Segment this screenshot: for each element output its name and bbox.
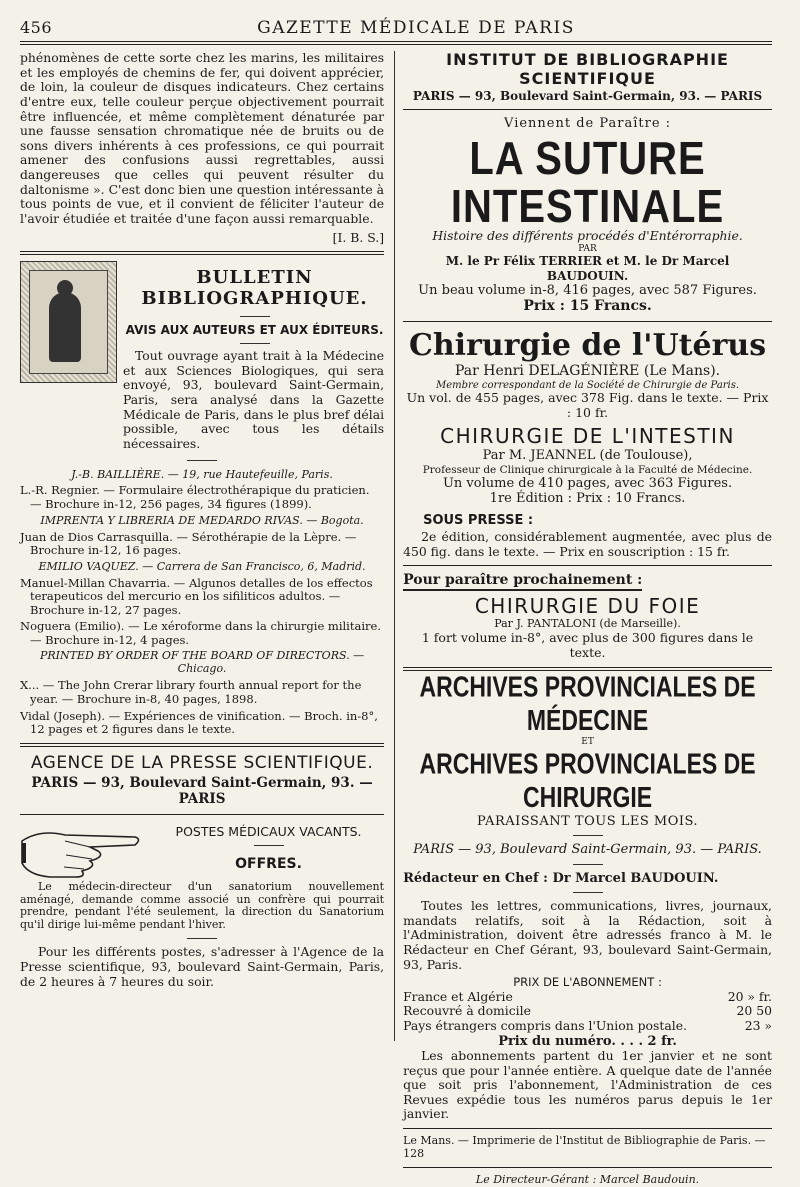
abonnements-text: Les abonnements partent du 1er janvier et ne sont reçus que pour l'année entière. A quelque date de l'année que soit pris l'abonnement, l'Administration de ces Revues expédie tous les numéros parus depuis le 1er janvier. — [403, 1047, 772, 1122]
bib-entry: Vidal (Joseph). — Expériences de vinification. — Broch. in-8°, 12 pages et 2 figures dans le texte. — [20, 708, 378, 737]
price-label: Recouvré à domicile — [403, 1003, 531, 1019]
section-rule — [403, 321, 772, 322]
page-header — [20, 18, 772, 38]
price-value: 20 50 — [736, 1003, 772, 1019]
section-rule — [403, 1128, 772, 1129]
section-rule — [20, 814, 384, 815]
publisher-chicago: PRINTED BY ORDER OF THE BOARD OF DIRECTORS. — Chicago. — [39, 649, 365, 676]
price-label: France et Algérie — [403, 988, 513, 1004]
et-label: ET — [581, 737, 594, 748]
gerant-line: Le Directeur-Gérant : Marcel Baudouin. — [475, 1172, 700, 1186]
book-uterus-desc: Un vol. de 455 pages, avec 378 Fig. dans le texte. — Prix : 10 fr. — [406, 390, 769, 421]
book-uterus-member: Membre correspondant de la Société de Chirurgie de Paris. — [436, 379, 740, 391]
book-intestin-desc: Un volume de 410 pages, avec 363 Figures. — [442, 476, 733, 492]
postes-title: POSTES MÉDICAUX VACANTS. — [175, 823, 362, 839]
publisher-vaquez: EMILIO VAQUEZ. — Carrera de San Francisco, 6, Madrid. — [38, 559, 366, 573]
viennent-label: Viennent de Paraître : — [504, 115, 672, 131]
bib-entry: Juan de Dios Carrasquilla. — Sérothérapie de la Lèpre. — Brochure in-12, 16 pages. — [20, 529, 357, 558]
pointing-hand-icon — [20, 821, 145, 881]
book-suture-title: LA SUTURE INTESTINALE — [450, 133, 725, 233]
section-rule — [403, 565, 772, 566]
agence-title: AGENCE DE LA PRESSE SCIENTIFIQUE. — [30, 752, 374, 773]
lettres-text: Toutes les lettres, communications, livres, journaux, mandats relatifs, soit à la Rédaction, soit à l'Administration, doivent être adressés franco à M. le Rédacteur en Chef Gérant, 93, boulevard Saint-Germain, 93, Paris. — [403, 898, 772, 972]
intro-paragraph: phénomènes de cette sorte chez les marins, les militaires et les employés de chemins de fer, qui doivent apprécier, de loin, la couleur de disques indicateurs. Chez certains d'entre eux, telle couleur perçue objectivement pourrait être influencée, et même complètement dénaturée par une fausse sensation chromatique née de bruits ou de sons divers inhérents à ces professions, ce qui pourrait amener des confusions aussi regrettables, aussi dangereuses que celles qui peuvent résulter du daltonisme ». C'est donc bien une question intéressante à tous points de vue, et il convient de féliciter l'auteur de l'avoir étudiée et traitée d'une façon aussi remarquable. — [20, 50, 385, 226]
paraissant-label: PARAISSANT TOUS LES MOIS. — [477, 814, 699, 830]
institut-address: PARIS — 93, Boulevard Saint-Germain, 93. — PARIS — [412, 88, 763, 103]
page-number: 456 — [20, 18, 53, 37]
publisher-rivas: IMPRENTA Y LIBRERIA DE MEDARDO RIVAS. — Bogota. — [40, 513, 364, 527]
book-suture-price: Prix : 15 Francs. — [523, 298, 652, 315]
bib-entry: Noguera (Emilio). — Le xéroforme dans la chirurgie militaire. — Brochure in-12, 4 pages. — [20, 619, 381, 647]
book-suture-subtitle: Histoire des différents procédés d'Entérorraphie. — [432, 228, 743, 244]
bib-entry: X... — The John Crerar library fourth annual report for the year. — Brochure in-8, 40 pages, 1898. — [20, 678, 362, 706]
bib-entry: Manuel-Millan Chavarria. — Algunos detalles de los effectos terapeuticos del mercurio en los sifiliticos adultos. — Brochure in-12, 27 pages. — [20, 575, 373, 617]
book-suture-desc: Un beau volume in-8, 416 pages, avec 587 Figures. — [418, 282, 757, 298]
book-foie-desc: 1 fort volume in-8°, avec plus de 300 figures dans le texte. — [421, 630, 754, 661]
price-value: 23 » — [744, 1017, 772, 1033]
book-intestin-author: Par M. JEANNEL (de Toulouse), — [482, 448, 693, 464]
book-uterus-title: Chirurgie de l'Utérus — [408, 327, 767, 363]
sous-presse-label: SOUS PRESSE : — [423, 512, 534, 528]
book-suture-authors: M. le Pr Félix TERRIER et M. le Dr Marcel BAUDOUIN. — [445, 254, 730, 283]
offres-title: OFFRES. — [235, 856, 302, 873]
book-intestin-title: CHIRURGIE DE L'INTESTIN — [440, 423, 735, 448]
left-column — [20, 51, 384, 1041]
book-intestin-price: 1re Édition : Prix : 10 Francs. — [489, 491, 686, 507]
pour-paraitre-label: Pour paraître prochainement : — [403, 572, 642, 591]
price-label: Pays étrangers compris dans l'Union postale. — [403, 1017, 687, 1033]
archives-address: PARIS — 93, Boulevard Saint-Germain, 93. — PARIS. — [413, 842, 762, 858]
imprimerie-line: Le Mans. — Imprimerie de l'Institut de Bibliographie de Paris. — 128 — [403, 1134, 766, 1161]
journal-title: GAZETTE MÉDICALE DE PARIS — [257, 18, 575, 38]
book-foie-title: CHIRURGIE DU FOIE — [474, 593, 701, 618]
section-rule — [403, 1167, 772, 1168]
section-rule — [20, 251, 384, 255]
publisher-bailliere: J.-B. BAILLIÈRE. — 19, rue Hautefeuille, Paris. — [71, 467, 333, 481]
price-row — [403, 990, 772, 1005]
right-column — [394, 50, 772, 1186]
prix-abonnement-label: PRIX DE L'ABONNEMENT : — [513, 975, 662, 990]
bulletin-title: BULLETIN BIBLIOGRAPHIQUE. — [141, 267, 368, 310]
bib-entry: L.-R. Regnier. — Formulaire électrothérapique du praticien. — Brochure in-12, 256 pages, 34 figures (1899). — [20, 483, 370, 512]
redacteur-line: Rédacteur en Chef : Dr Marcel BAUDOUIN. — [403, 870, 719, 886]
book-uterus-author: Par Henri DELAGÉNIÈRE (Le Mans). — [454, 363, 721, 380]
price-row — [403, 1004, 772, 1019]
section-rule — [403, 109, 772, 110]
postes-section — [20, 821, 384, 881]
par-label: PAR — [578, 243, 597, 254]
price-row — [403, 1019, 772, 1034]
section-rule — [20, 743, 384, 747]
book-foie-author: Par J. PANTALONI (de Marseille). — [494, 617, 681, 631]
price-list — [403, 990, 772, 1034]
agence-address: PARIS — 93, Boulevard Saint-Germain, 93. — PARIS — [31, 774, 373, 807]
allegory-vignette — [20, 261, 117, 383]
prix-numero: Prix du numéro. . . . 2 fr. — [498, 1033, 677, 1049]
price-value: 20 » fr. — [727, 988, 772, 1004]
signature: [I. B. S.] — [332, 229, 385, 245]
institut-title: INSTITUT DE BIBLIOGRAPHIE SCIENTIFIQUE — [446, 50, 729, 88]
header-rule — [20, 41, 772, 45]
avis-text: Tout ouvrage ayant trait à la Médecine et aux Sciences Biologiques, qui sera envoyé, 93, boulevard Saint-Germain, Paris, sera analysé dans la Gazette Médicale de Paris, dans le plus bref délai possible, avec tous les détails nécessaires. — [123, 348, 385, 451]
offres-text: Le médecin-directeur d'un sanatorium nouvellement aménagé, demande comme associé un confrère qui pourrait prendre, pendant l'été seulement, la direction du Sanatorium qu'il dirige lui-même pendant l'hiver. — [20, 879, 385, 932]
book-intestin-prof: Professeur de Clinique chirurgicale à la Faculté de Médecine. — [422, 463, 753, 476]
postes-footer: Pour les différents postes, s'adresser à l'Agence de la Presse scientifique, 93, boulevard Saint-Germain, Paris, de 2 heures à 7 heures du soir. — [20, 944, 385, 989]
archives-medecine-title: ARCHIVES PROVINCIALES DE MÉDECINE — [419, 670, 756, 737]
archives-chirurgie-title: ARCHIVES PROVINCIALES DE CHIRURGIE — [419, 747, 756, 814]
sous-presse-text: 2e édition, considérablement augmentée, avec plus de 450 fig. dans le texte. — Prix en souscription : 15 fr. — [403, 529, 772, 559]
avis-title: AVIS AUX AUTEURS ET AUX ÉDITEURS. — [125, 322, 384, 337]
